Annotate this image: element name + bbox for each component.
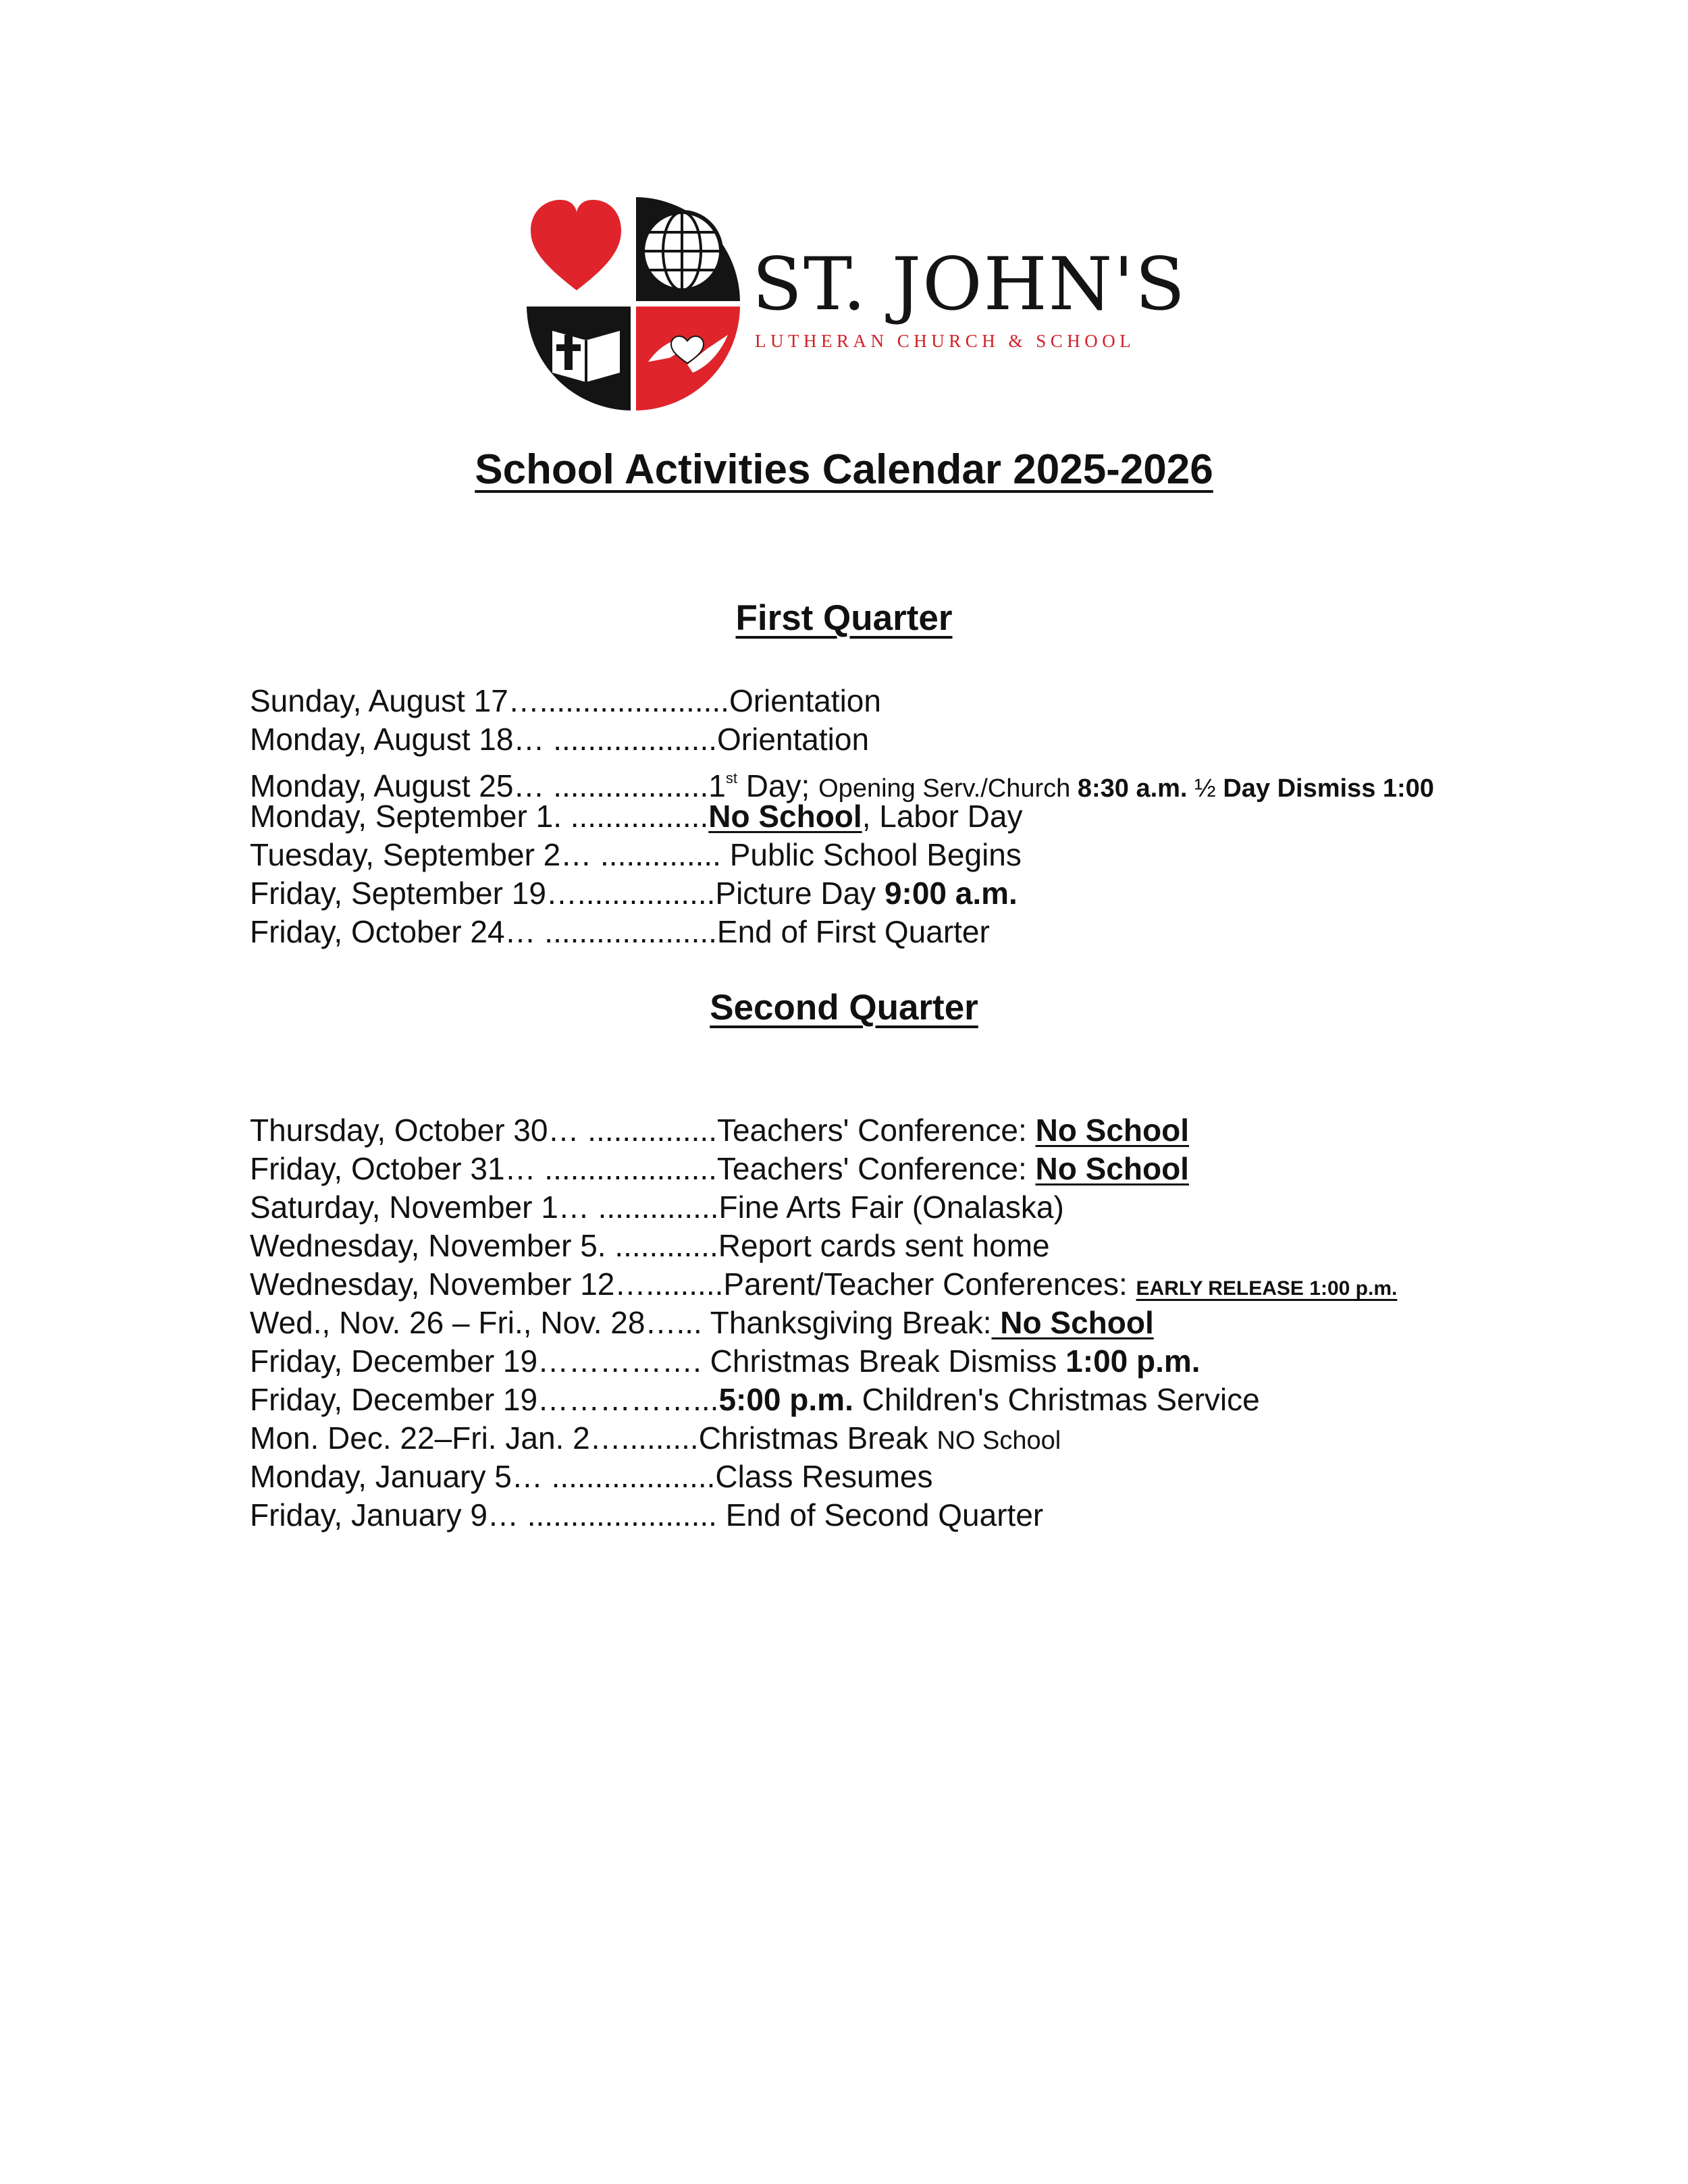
dot-leader: …... xyxy=(645,1305,710,1340)
event-row xyxy=(250,836,1434,874)
dot-leader: . ............ xyxy=(597,1228,718,1263)
event-row xyxy=(250,1188,1397,1227)
event-row xyxy=(250,720,1434,759)
second-quarter-events xyxy=(250,1111,1397,1535)
dot-leader: … .................... xyxy=(504,1151,717,1186)
early-release-label: EARLY RELEASE 1:00 p.m. xyxy=(1136,1277,1398,1300)
event-description: Report cards sent home xyxy=(718,1228,1050,1263)
event-row xyxy=(250,1111,1397,1150)
event-date: Mon. Dec. 22–Fri. Jan. 2 xyxy=(250,1420,590,1456)
event-row xyxy=(250,1227,1397,1265)
dot-leader: … .............. xyxy=(560,837,730,872)
no-school-label: No School xyxy=(1035,1151,1189,1186)
no-school-label: No School xyxy=(1035,1113,1190,1148)
event-date: Wed., Nov. 26 – Fri., Nov. 28 xyxy=(250,1305,645,1340)
event-description: Orientation xyxy=(729,683,881,718)
event-date: Thursday, October 30 xyxy=(250,1113,548,1148)
hands-heart-icon xyxy=(636,307,740,410)
event-description: Class Resumes xyxy=(715,1459,933,1494)
event-description: Teachers' Conference: xyxy=(716,1151,1036,1186)
event-description: Christmas Break xyxy=(698,1420,937,1456)
no-school-text: NO School xyxy=(937,1427,1061,1455)
event-description: Fine Arts Fair (Onalaska) xyxy=(718,1190,1064,1225)
event-description-ordinal: 1 xyxy=(708,768,726,803)
event-date: Wednesday, November 5 xyxy=(250,1228,598,1263)
event-row xyxy=(250,1342,1397,1381)
event-description: , Labor Day xyxy=(862,799,1023,834)
event-description: End of First Quarter xyxy=(716,914,990,949)
event-date: Friday, January 9 xyxy=(250,1497,487,1533)
event-date: Friday, October 24 xyxy=(250,914,505,949)
dot-leader: ……………. xyxy=(537,1343,710,1379)
first-quarter-events xyxy=(250,682,1434,951)
second-quarter-heading: Second Quarter xyxy=(710,988,978,1028)
event-row xyxy=(250,797,1434,836)
event-row xyxy=(250,1304,1397,1342)
event-row xyxy=(250,759,1434,803)
event-date: Friday, December 19 xyxy=(250,1343,538,1379)
event-description: Public School Begins xyxy=(729,837,1022,872)
half-symbol: ½ xyxy=(1187,774,1223,803)
event-time: 5:00 p.m. xyxy=(718,1382,853,1417)
first-quarter-heading: First Quarter xyxy=(735,598,953,638)
dot-leader: …......... xyxy=(614,1267,724,1302)
event-time: 8:30 a.m. xyxy=(1077,774,1188,803)
dot-leader: …......... xyxy=(589,1420,699,1456)
dot-leader: . ................ xyxy=(553,799,709,834)
event-date: Monday, August 25 xyxy=(250,768,514,803)
dot-leader: …................ xyxy=(546,876,716,911)
event-description: End of Second Quarter xyxy=(725,1497,1044,1533)
event-description: Christmas Break Dismiss xyxy=(710,1343,1066,1379)
logo-emblem xyxy=(525,196,741,412)
globe-icon xyxy=(636,197,740,301)
event-description: Orientation xyxy=(717,722,870,757)
dot-leader: … ................... xyxy=(511,1459,716,1494)
event-description: Children's Christmas Service xyxy=(853,1382,1260,1417)
event-date: Saturday, November 1 xyxy=(250,1190,558,1225)
event-row xyxy=(250,1150,1397,1188)
dot-leader: … ................... xyxy=(513,722,718,757)
event-description: Parent/Teacher Conferences: xyxy=(723,1267,1136,1302)
dot-leader: … .................. xyxy=(513,768,709,803)
event-time: 9:00 a.m. xyxy=(884,876,1018,911)
event-date: Monday, September 1 xyxy=(250,799,554,834)
dot-leader: … ............... xyxy=(548,1113,717,1148)
event-row xyxy=(250,682,1434,720)
event-dismiss-time: Day Dismiss 1:00 xyxy=(1223,774,1434,803)
event-description: Thanksgiving Break: xyxy=(710,1305,992,1340)
page-title: School Activities Calendar 2025-2026 xyxy=(475,446,1213,493)
event-time: 1:00 p.m. xyxy=(1065,1343,1201,1379)
event-date: Wednesday, November 12 xyxy=(250,1267,615,1302)
heart-icon xyxy=(531,200,621,290)
event-row xyxy=(250,874,1434,913)
event-row xyxy=(250,1419,1397,1458)
no-school-label: No School xyxy=(991,1305,1154,1340)
event-date: Tuesday, September 2 xyxy=(250,837,561,872)
school-logo xyxy=(525,196,1187,412)
event-row xyxy=(250,1381,1397,1419)
event-row xyxy=(250,913,1434,951)
event-row xyxy=(250,1458,1397,1496)
event-date: Friday, September 19 xyxy=(250,876,546,911)
logo-name: ST. JOHN'S xyxy=(752,242,1187,327)
event-description: Day; xyxy=(737,768,819,803)
event-date: Friday, December 19 xyxy=(250,1382,538,1417)
event-date: Sunday, August 17 xyxy=(250,683,508,718)
dot-leader: … .................... xyxy=(504,914,717,949)
ordinal-suffix: st xyxy=(725,770,737,787)
event-description: Teachers' Conference: xyxy=(716,1113,1036,1148)
dot-leader: ……………... xyxy=(537,1382,719,1417)
no-school-label: No School xyxy=(708,799,862,834)
event-date: Monday, August 18 xyxy=(250,722,514,757)
event-description-detail: Opening Serv./Church xyxy=(818,774,1078,803)
dot-leader: … .............. xyxy=(558,1190,719,1225)
dot-leader: … ...................... xyxy=(487,1497,726,1533)
event-row xyxy=(250,1265,1397,1304)
cross-bible-icon xyxy=(527,307,631,410)
event-date: Monday, January 5 xyxy=(250,1459,512,1494)
event-description: Picture Day xyxy=(715,876,885,911)
logo-subtitle: LUTHERAN CHURCH & SCHOOL xyxy=(755,331,1136,351)
event-row xyxy=(250,1496,1397,1535)
event-date: Friday, October 31 xyxy=(250,1151,505,1186)
dot-leader: …...................... xyxy=(508,683,729,718)
